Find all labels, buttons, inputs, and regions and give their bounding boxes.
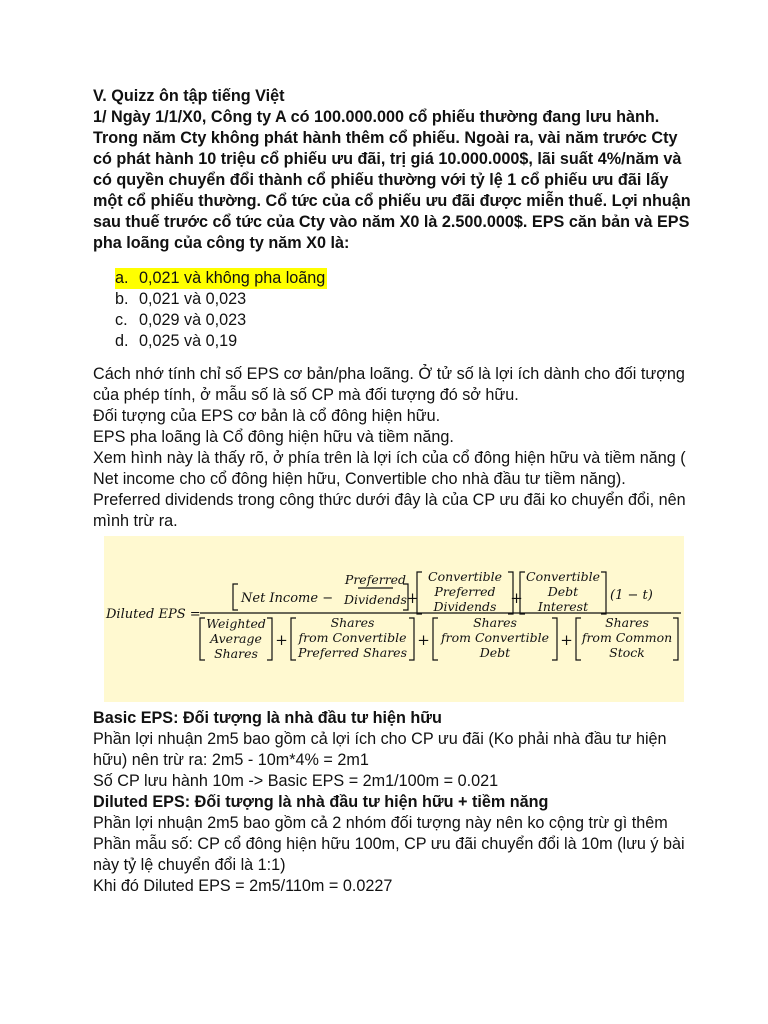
- formula-conv-debt-2: Debt: [547, 584, 579, 599]
- diluted-eps-line-3: Khi đó Diluted EPS = 2m5/110m = 0.0227: [93, 877, 393, 895]
- formula-plus: +: [417, 631, 430, 649]
- document-content: [93, 86, 693, 897]
- formula-sh-cd-1: Shares: [473, 615, 517, 630]
- formula-svg: [104, 536, 684, 702]
- basic-eps-heading: Basic EPS: Đối tượng là nhà đầu tư hiện hữu: [93, 709, 442, 727]
- question-text: 1/ Ngày 1/1/X0, Công ty A có 100.000.000 cổ phiếu thường đang lưu hành. Trong năm Cty không phát hành thêm cổ phiếu. Ngoài ra, vài năm trước Cty có phát hành 10 triệu cổ phiếu ưu đãi, trị giá 10.000.000$, lãi suất 4%/năm và có quyền chuyển đổi thành cổ phiếu thường với tỷ lệ 1 cổ phiếu ưu đãi lấy một cổ phiếu thường. Cổ tức của cổ phiếu ưu đãi được miễn thuế. Lợi nhuận sau thuế trước cổ tức của Cty vào năm X0 là 2.500.000$. EPS căn bản và EPS pha loãng của công ty năm X0 là:: [93, 108, 691, 252]
- formula-sh-cp-1: Shares: [330, 615, 375, 630]
- formula-plus: +: [275, 631, 288, 649]
- formula-plus: +: [406, 589, 419, 607]
- formula-sh-cs-3: Stock: [609, 645, 645, 660]
- explanation-paragraph-4: Xem hình này là thấy rõ, ở phía trên là lợi ích của cổ đông hiện hữu và tiềm năng ( Net income cho cổ đông hiện hữu, Convertible cho nhà đầu tư tiềm năng). Preferred dividends trong công thức dưới đây là của CP ưu đãi ko chuyển đổi, nên mình trừ ra.: [93, 449, 686, 530]
- option-text: 0,021 và 0,023: [139, 290, 247, 308]
- option-b: [115, 289, 693, 310]
- formula-preferred: Preferred: [344, 572, 407, 587]
- formula-conv-debt-3: Interest: [537, 599, 589, 614]
- formula-conv-pref-3: Dividends: [433, 599, 497, 614]
- explanation-paragraph-3: EPS pha loãng là Cổ đông hiện hữu và tiềm năng.: [93, 428, 454, 446]
- option-a: [115, 268, 693, 289]
- option-text: 0,025 và 0,19: [139, 332, 238, 350]
- formula-sh-cs-2: from Common: [581, 630, 673, 645]
- formula-sh-cs-1: Shares: [605, 615, 649, 630]
- formula-conv-pref-2: Preferred: [434, 584, 496, 599]
- formula-wavg-1: Weighted: [206, 616, 266, 631]
- option-label: a.: [115, 269, 129, 287]
- formula-net-income: Net Income −: [241, 591, 334, 606]
- option-a-highlight: [115, 268, 327, 289]
- option-d: [115, 331, 693, 352]
- explanation-paragraph-2: Đối tượng của EPS cơ bản là cổ đông hiện hữu.: [93, 407, 441, 425]
- formula-sh-cp-2: from Convertible: [298, 630, 407, 645]
- formula-plus: +: [560, 631, 573, 649]
- basic-eps-line-1: Phần lợi nhuận 2m5 bao gồm cả lợi ích cho CP ưu đãi (Ko phải nhà đầu tư hiện hữu) nên trừ ra: 2m5 - 10m*4% = 2m1: [93, 730, 667, 769]
- diluted-eps-formula-image: [104, 536, 684, 702]
- option-text: 0,021 và không pha loãng: [139, 269, 326, 287]
- formula-conv-pref-1: Convertible: [428, 569, 502, 584]
- option-text: 0,029 và 0,023: [139, 311, 247, 329]
- formula-plus: +: [510, 589, 523, 607]
- formula-wavg-2: Average: [210, 631, 262, 646]
- option-label: d.: [115, 332, 129, 350]
- formula-sh-cd-2: from Convertible: [441, 630, 549, 645]
- basic-eps-line-2: Số CP lưu hành 10m -> Basic EPS = 2m1/100m = 0.021: [93, 772, 499, 790]
- option-label: b.: [115, 290, 129, 308]
- formula-lhs: Diluted EPS =: [106, 607, 201, 622]
- formula-sh-cd-3: Debt: [479, 645, 511, 660]
- option-label: c.: [115, 311, 128, 329]
- formula-conv-debt-1: Convertible: [526, 569, 600, 584]
- explanation-paragraph-1: Cách nhớ tính chỉ số EPS cơ bản/pha loãng. Ở tử số là lợi ích dành cho đối tượng của phép tính, ở mẫu số là số CP mà đối tượng đó sở hữu.: [93, 365, 685, 404]
- formula-dividends: Dividends: [344, 592, 407, 607]
- formula-wavg-3: Shares: [214, 646, 258, 661]
- diluted-eps-line-1: Phần lợi nhuận 2m5 bao gồm cả 2 nhóm đối tượng này nên ko cộng trừ gì thêm: [93, 814, 668, 832]
- option-c: [115, 310, 693, 331]
- answer-options: [93, 268, 693, 352]
- formula-sh-cp-3: Preferred Shares: [298, 645, 407, 660]
- diluted-eps-line-2: Phần mẫu số: CP cổ đông hiện hữu 100m, CP ưu đãi chuyển đổi là 10m (lưu ý bài này tỷ lệ chuyển đổi là 1:1): [93, 835, 685, 874]
- formula-tax: (1 − t): [610, 588, 653, 603]
- diluted-eps-heading: Diluted EPS: Đối tượng là nhà đầu tư hiện hữu + tiềm năng: [93, 793, 549, 811]
- section-title: V. Quizz ôn tập tiếng Việt: [93, 87, 285, 105]
